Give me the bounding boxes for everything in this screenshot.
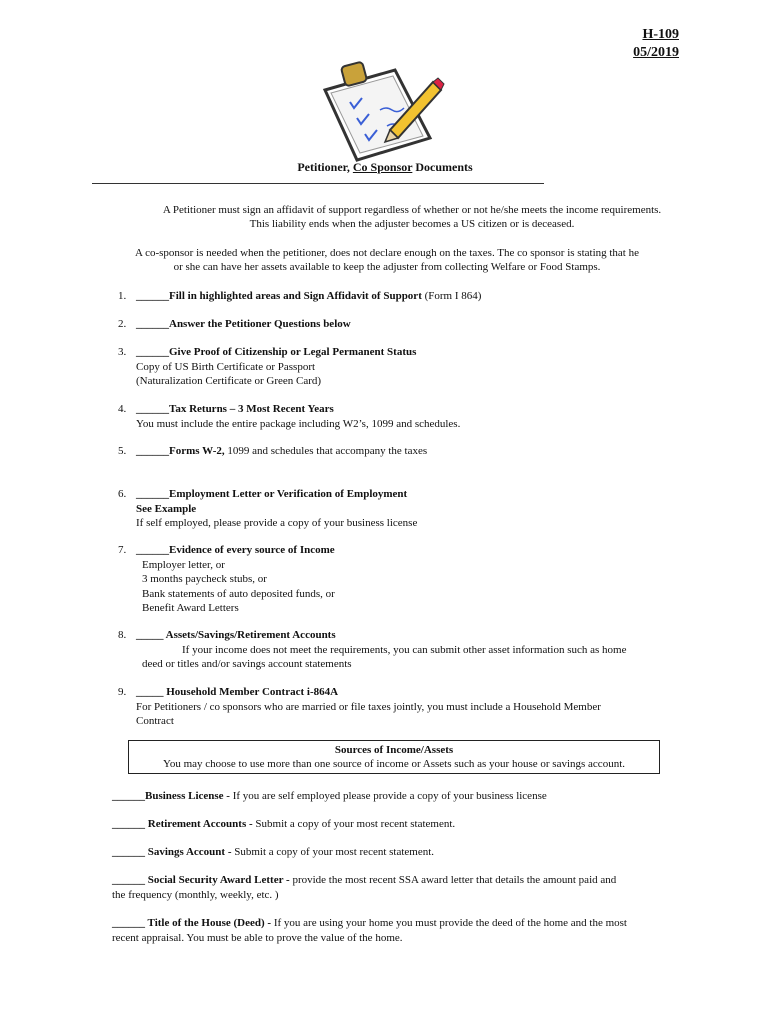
source-heading: ______ Retirement Accounts - (112, 818, 253, 830)
item-note: (Form I 864) (421, 290, 482, 302)
item-heading: ______Evidence of every source of Income (136, 544, 335, 556)
source-text: If you are using your home you must provide the deed of the home and the most (271, 917, 627, 929)
source-item (112, 789, 682, 804)
intro-p1-line2: This liability ends when the adjuster becomes a US citizen or is deceased. (249, 218, 575, 230)
intro-p2-line1: A co-sponsor is needed when the petitioner, does not declare enough on the taxes. The co sponsor is stating that he (134, 247, 639, 259)
item-detail: If self employed, please provide a copy of your business license (136, 517, 418, 529)
source-text: If you are self employed please provide a copy of your business license (229, 790, 547, 802)
item-heading: _____ Household Member Contract i-864A (136, 686, 339, 698)
source-item (112, 817, 682, 832)
source-heading: ______ Social Security Award Letter - (112, 874, 290, 886)
source-text: Submit a copy of your most recent statement. (252, 818, 456, 830)
sources-box-text: You may choose to use more than one source of income or Assets such as your house or savings account. (162, 758, 626, 770)
clipboard-pencil-icon (305, 60, 445, 165)
item-number: 4. (118, 403, 127, 415)
title-prefix: Petitioner, (297, 160, 353, 174)
item-heading: ______Answer the Petitioner Questions below (136, 318, 351, 330)
form-date: 05/2019 (633, 45, 679, 60)
source-text: Submit a copy of your most recent statement. (231, 846, 435, 858)
item-heading: ______Fill in highlighted areas and Sign Affidavit of Support (136, 290, 422, 302)
title-underlined: Co Sponsor (352, 160, 413, 174)
title-suffix: Documents (412, 160, 473, 174)
source-text-continued: recent appraisal. You must be able to prove the value of the home. (112, 931, 403, 944)
item-detail: Benefit Award Letters (142, 602, 239, 614)
item-number: 7. (118, 544, 127, 556)
item-detail: Copy of US Birth Certificate or Passport (136, 360, 316, 373)
item-number: 5. (118, 445, 127, 457)
source-text-continued: the frequency (monthly, weekly, etc. ) (112, 888, 279, 901)
item-detail: (Naturalization Certificate or Green Card) (136, 375, 322, 387)
form-code: H-109 (642, 27, 679, 42)
item-number: 2. (118, 318, 127, 330)
item-detail: If your income does not meet the requirements, you can submit other asset information such as home (182, 643, 627, 656)
intro-paragraph-2 (92, 246, 682, 274)
source-item (112, 845, 682, 860)
source-item (112, 873, 682, 902)
item-detail: You must include the entire package including W2’s, 1099 and schedules. (136, 417, 461, 430)
item-number: 9. (118, 686, 127, 698)
document-title (0, 160, 770, 175)
intro-p2-line2: or she can have her assets available to keep the adjuster from collecting Welfare or Food Stamps. (173, 261, 601, 273)
item-detail: For Petitioners / co sponsors who are married or file taxes jointly, you must include a Household Member (136, 700, 601, 713)
item-subheading: See Example (136, 502, 197, 515)
item-number: 6. (118, 488, 127, 500)
sources-box-title: Sources of Income/Assets (334, 744, 454, 756)
item-number: 1. (118, 290, 127, 302)
item-heading: _____ Assets/Savings/Retirement Accounts (136, 629, 336, 641)
item-detail: Employer letter, or (142, 558, 225, 571)
item-detail: Contract (136, 715, 174, 727)
source-heading: ______ Savings Account - (112, 846, 232, 858)
item-heading: ______Employment Letter or Verification of Employment (136, 488, 408, 500)
item-detail: deed or titles and/or savings account statements (142, 658, 352, 670)
intro-paragraph-1 (92, 203, 732, 231)
item-detail: 3 months paycheck stubs, or (142, 573, 267, 585)
item-heading: ______Give Proof of Citizenship or Legal Permanent Status (136, 346, 417, 358)
item-detail: Bank statements of auto deposited funds, or (142, 587, 335, 600)
item-number: 3. (118, 346, 127, 358)
source-heading: ______Business License - (112, 790, 230, 802)
item-number: 8. (118, 629, 127, 641)
sources-box (128, 740, 660, 774)
source-item (112, 916, 682, 945)
source-text: provide the most recent SSA award letter that details the amount paid and (289, 874, 617, 886)
item-heading: ______Tax Returns – 3 Most Recent Years (136, 403, 334, 415)
item-heading: ______Forms W-2, (136, 445, 225, 457)
form-id (633, 26, 679, 62)
intro-p1-line1: A Petitioner must sign an affidavit of support regardless of whether or not he/she meets the income requirements. (162, 204, 662, 216)
title-rule (92, 183, 544, 184)
item-note: 1099 and schedules that accompany the taxes (224, 445, 428, 457)
source-heading: ______ Title of the House (Deed) - (112, 917, 272, 929)
